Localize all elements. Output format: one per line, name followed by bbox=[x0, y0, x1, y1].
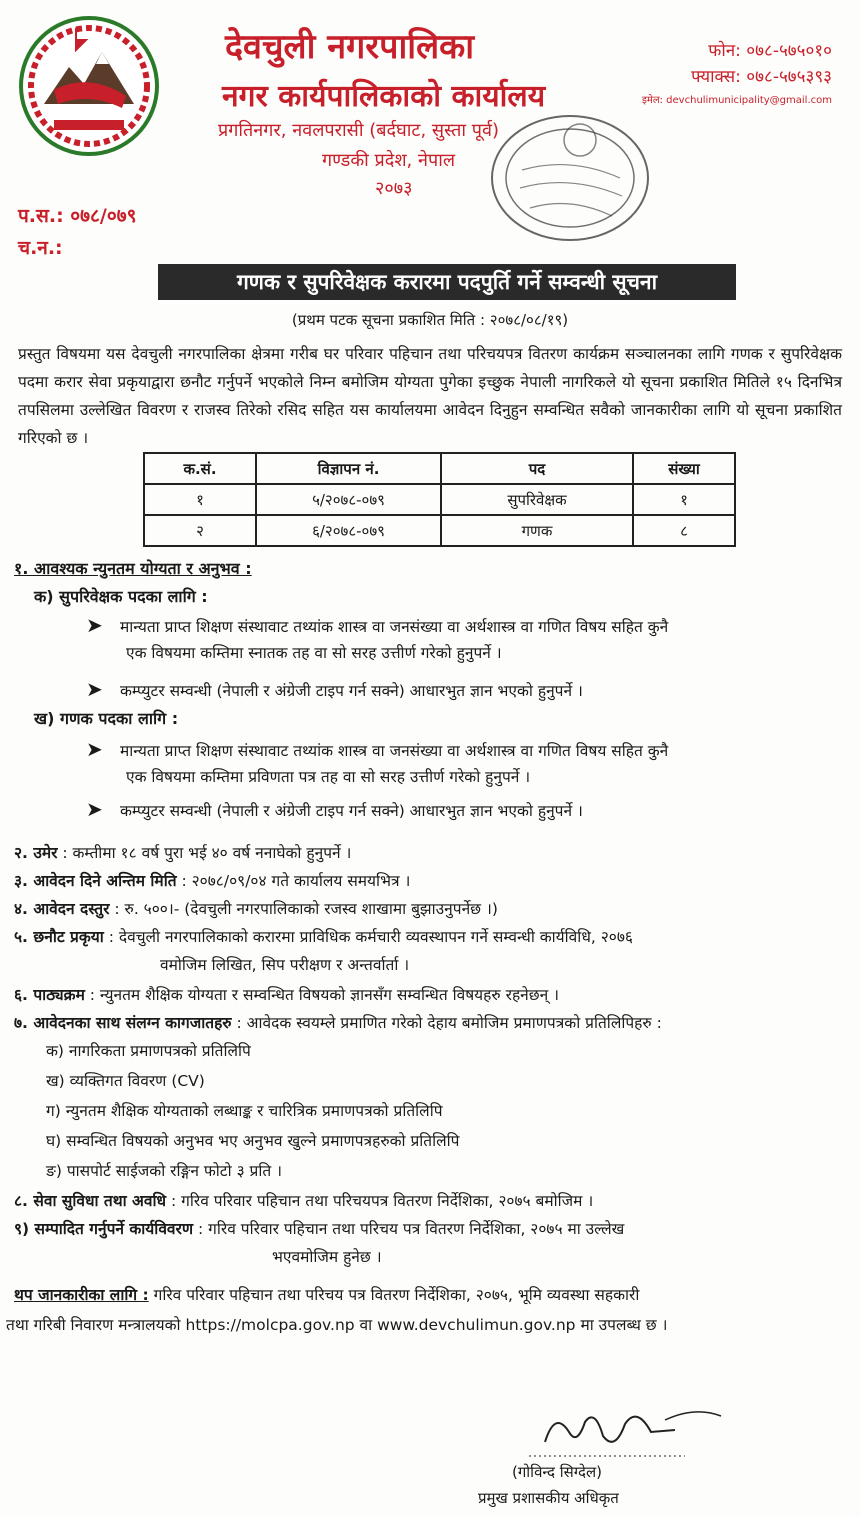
selection-process: ५. छनौट प्रकृया : देवचुली नगरपालिकाको करारमा प्राविधिक कर्मचारी व्यवस्थापन गर्ने सम्वन्धी कार्यविधि, २०७६ bbox=[14, 928, 633, 946]
table-cell: १ bbox=[633, 484, 735, 515]
supervisor-heading: क) सुपरिवेक्षक पदका लागि : bbox=[34, 587, 208, 606]
enumerator-qualification-2: ➤ कम्प्युटर सम्वन्धी (नेपाली र अंग्रेजी टाइप गर्न सक्ने) आधारभुत ज्ञान भएको हुनुपर्ने । bbox=[86, 797, 583, 821]
application-deadline: ३. आवेदन दिने अन्तिम मिति : २०७८/०९/०४ गते कार्यालय समयभित्र । bbox=[14, 872, 411, 890]
table-header-row bbox=[144, 453, 735, 484]
document-item: घ) सम्वन्धित विषयको अनुभव भए अनुभव खुल्ने प्रमाणपत्रहरुको प्रतिलिपि bbox=[46, 1132, 460, 1150]
table-cell: ८ bbox=[633, 515, 735, 546]
municipality-logo bbox=[14, 12, 164, 160]
col-header-count: संख्या bbox=[633, 453, 735, 484]
age-requirement: २. उमेर : कम्तीमा १८ वर्ष पुरा भई ४० वर्ष ननाघेको हुनुपर्ने । bbox=[14, 844, 352, 862]
document-item: ङ) पासपोर्ट साईजको रङ्गिन फोटो ३ प्रति । bbox=[46, 1162, 283, 1180]
notice-title: गणक र सुपरिवेक्षक करारमा पदपुर्ति गर्ने सम्वन्धी सूचना bbox=[158, 264, 736, 300]
qualification-heading: १. आवश्यक न्युनतम योग्यता र अनुभव : bbox=[14, 559, 252, 578]
enumerator-qualification-1: ➤ मान्यता प्राप्त शिक्षण संस्थावाट तथ्यांक शास्त्र वा जनसंख्या वा अर्थशास्त्र वा गणित विषय सहित कुनै bbox=[86, 737, 669, 761]
org-name: देवचुली नगरपालिका bbox=[225, 27, 475, 67]
office-name: नगर कार्यपालिकाको कार्यालय bbox=[222, 79, 546, 114]
enumerator-heading: ख) गणक पदका लागि : bbox=[34, 709, 179, 728]
duty-description: ९) सम्पादित गर्नुपर्ने कार्यविवरण : गरिव परिवार पहिचान तथा परिचय पत्र वितरण निर्देशिका, २०७५ मा उल्लेख bbox=[14, 1220, 625, 1238]
address-line-1: प्रगतिनगर, नवलपरासी (बर्दघाट, सुस्ता पूर्व) bbox=[218, 120, 499, 141]
arrow-bullet-icon: ➤ bbox=[86, 677, 103, 701]
col-header-sn: क.सं. bbox=[144, 453, 256, 484]
letter-reference-number: प.स.: ०७८/०७९ bbox=[18, 205, 137, 227]
notice-intro: प्रस्तुत विषयमा यस देवचुली नगरपालिका क्षेत्रमा गरीब घर परिवार पहिचान तथा परिचयपत्र वितरण कार्यक्रम सञ्चालनका लागि गणक र सुपरिवेक्षक पदमा करार सेवा प्रकृयाद्वारा छनौट गर्नुपर्ने भएकोले निम्न बमोजिम योग्यता पुगेका इच्छुक नेपाली नागरिकले यो सूचना प्रकाशित मितिले १५ दिनभित्र तपसिलमा उल्लेखित विवरण र राजस्व तिरेको रसिद सहित यस कार्यालयमा आवेदन दिनुहुन सम्वन्धित सवैको जानकारीका लागि यो सूचना प्रकाशित गरिएको छ । bbox=[18, 345, 842, 447]
more-info-cont: तथा गरिबी निवारण मन्त्रालयको https://molcpa.gov.np वा www.devchulimun.gov.np मा उपलब्ध छ । bbox=[6, 1316, 668, 1334]
supervisor-qualification-2: ➤ कम्प्युटर सम्वन्धी (नेपाली र अंग्रेजी टाइप गर्न सक्ने) आधारभुत ज्ञान भएको हुनुपर्ने । bbox=[86, 677, 583, 701]
signer-designation: प्रमुख प्रशासकीय अधिकृत bbox=[478, 1489, 619, 1507]
supervisor-qualification-1-cont: एक विषयमा कम्तिमा स्नातक तह वा सो सरह उत्तीर्ण गरेको हुनुपर्ने । bbox=[126, 644, 502, 662]
supervisor-qualification-1: ➤ मान्यता प्राप्त शिक्षण संस्थावाट तथ्यांक शास्त्र वा जनसंख्या वा अर्थशास्त्र वा गणित विषय सहित कुनै bbox=[86, 613, 669, 637]
fax-number: फ्याक्स: ०७८-५७५३९३ bbox=[691, 67, 832, 87]
service-facilities: ८. सेवा सुविधा तथा अवधि : गरिव परिवार पहिचान तथा परिचयपत्र वितरण निर्देशिका, २०७५ बमोजिम । bbox=[14, 1192, 594, 1210]
table-cell: सुपरिवेक्षक bbox=[441, 484, 633, 515]
arrow-bullet-icon: ➤ bbox=[86, 613, 103, 637]
dispatch-number: च.न.: bbox=[18, 237, 63, 259]
enumerator-qualification-1-cont: एक विषयमा कम्तिमा प्रविणता पत्र तह वा सो सरह उत्तीर्ण गरेको हुनुपर्ने । bbox=[126, 768, 531, 786]
official-seal-stamp bbox=[470, 108, 660, 258]
duty-description-cont: भएवमोजिम हुनेछ । bbox=[272, 1248, 382, 1266]
document-item: ख) व्यक्तिगत विवरण (CV) bbox=[46, 1072, 205, 1090]
document-item: क) नागरिकता प्रमाणपत्रको प्रतिलिपि bbox=[46, 1042, 251, 1060]
notice-subtitle: (प्रथम पटक सूचना प्रकाशित मिति : २०७८/०८/१९) bbox=[291, 311, 569, 329]
col-header-post: पद bbox=[441, 453, 633, 484]
table-cell: गणक bbox=[441, 515, 633, 546]
established-year: २०७३ bbox=[375, 178, 413, 199]
required-documents: ७. आवेदनका साथ संलग्न कागजातहरु : आवेदक स्वयम्ले प्रमाणित गरेको देहाय बमोजिम प्रमाणपत्रको प्रतिलिपिहरु : bbox=[14, 1014, 662, 1032]
email-address: इमेल: devchulimunicipality@gmail.com bbox=[641, 95, 832, 106]
arrow-bullet-icon: ➤ bbox=[86, 797, 103, 821]
table-cell: १ bbox=[144, 484, 256, 515]
arrow-bullet-icon: ➤ bbox=[86, 737, 103, 761]
table-row bbox=[144, 515, 735, 546]
application-fee: ४. आवेदन दस्तुर : रु. ५००।- (देवचुली नगरपालिकाको रजस्व शाखामा बुझाउनुपर्नेछ ।) bbox=[14, 900, 498, 918]
table-row bbox=[144, 484, 735, 515]
phone-number: फोन: ०७८-५७५०१० bbox=[708, 41, 832, 61]
table-cell: २ bbox=[144, 515, 256, 546]
syllabus: ६. पाठ्यक्रम : न्युनतम शैक्षिक योग्यता र सम्वन्धित विषयको ज्ञानसँग सम्वन्धित विषयहरु रहनेछन् । bbox=[14, 986, 560, 1004]
signer-name: (गोविन्द सिग्देल) bbox=[512, 1463, 603, 1481]
table-cell: ६/२०७८-०७९ bbox=[256, 515, 441, 546]
document-item: ग) न्युनतम शैक्षिक योग्यताको लब्धाङ्क र चारित्रिक प्रमाणपत्रको प्रतिलिपि bbox=[46, 1102, 443, 1120]
vacancy-table bbox=[143, 452, 736, 547]
more-info: थप जानकारीका लागि : गरिव परिवार पहिचान तथा परिचय पत्र वितरण निर्देशिका, २०७५, भूमि व्यवस्था सहकारी bbox=[14, 1286, 640, 1304]
selection-process-cont: वमोजिम लिखित, सिप परीक्षण र अन्तर्वार्ता । bbox=[160, 956, 410, 974]
col-header-ad-no: विज्ञापन नं. bbox=[256, 453, 441, 484]
table-cell: ५/२०७८-०७९ bbox=[256, 484, 441, 515]
address-line-2: गण्डकी प्रदेश, नेपाल bbox=[322, 150, 456, 171]
handwritten-signature bbox=[525, 1402, 725, 1462]
